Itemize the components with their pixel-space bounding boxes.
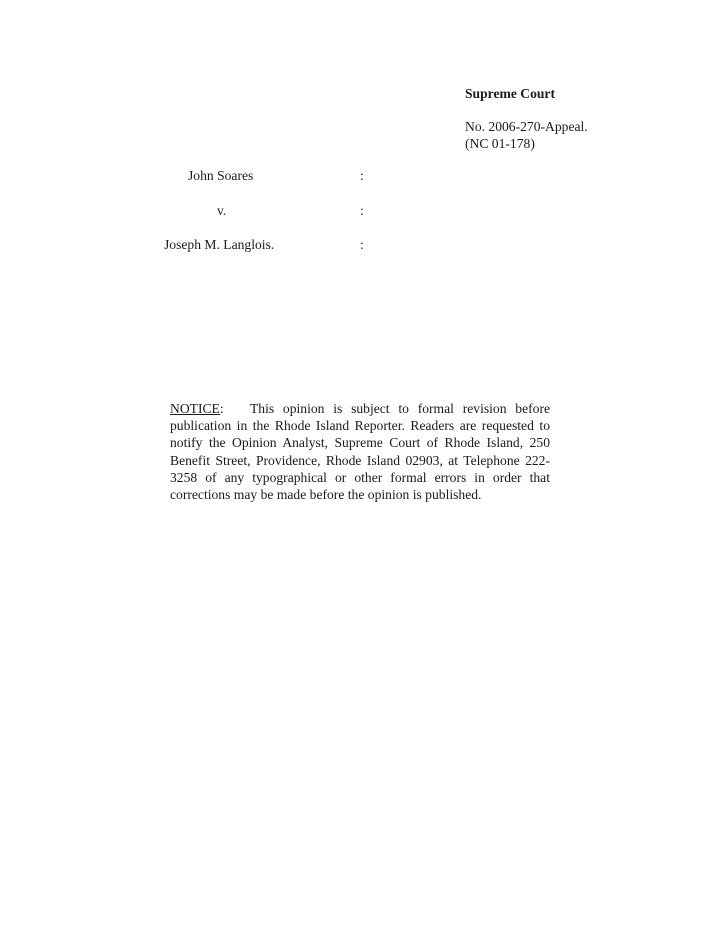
notice-label-suffix: : [219, 401, 224, 416]
party-plaintiff: John Soares [188, 168, 254, 183]
notice-label: NOTICE [170, 401, 220, 416]
party-defendant: Joseph M. Langlois. [164, 237, 275, 252]
caption-separator: : [360, 203, 364, 218]
caption-separator: : [360, 168, 364, 183]
notice-paragraph [170, 400, 550, 503]
case-number: No. 2006-270-Appeal. [465, 119, 588, 134]
lower-case-number: (NC 01-178) [465, 136, 535, 151]
court-name: Supreme Court [465, 86, 555, 101]
versus-label: v. [217, 203, 227, 218]
notice-body: This opinion is subject to formal revision before publication in the Rhode Island Reporter. Readers are requested to notify the Opinion Analyst, Supreme Court of Rhode Island, 250 Benefit Street, Providence, Rhode Island 02903, at Telephone 222-3258 of any typographical or other formal errors in order that corrections may be made before the opinion is published. [170, 401, 550, 503]
caption-separator: : [360, 237, 364, 252]
